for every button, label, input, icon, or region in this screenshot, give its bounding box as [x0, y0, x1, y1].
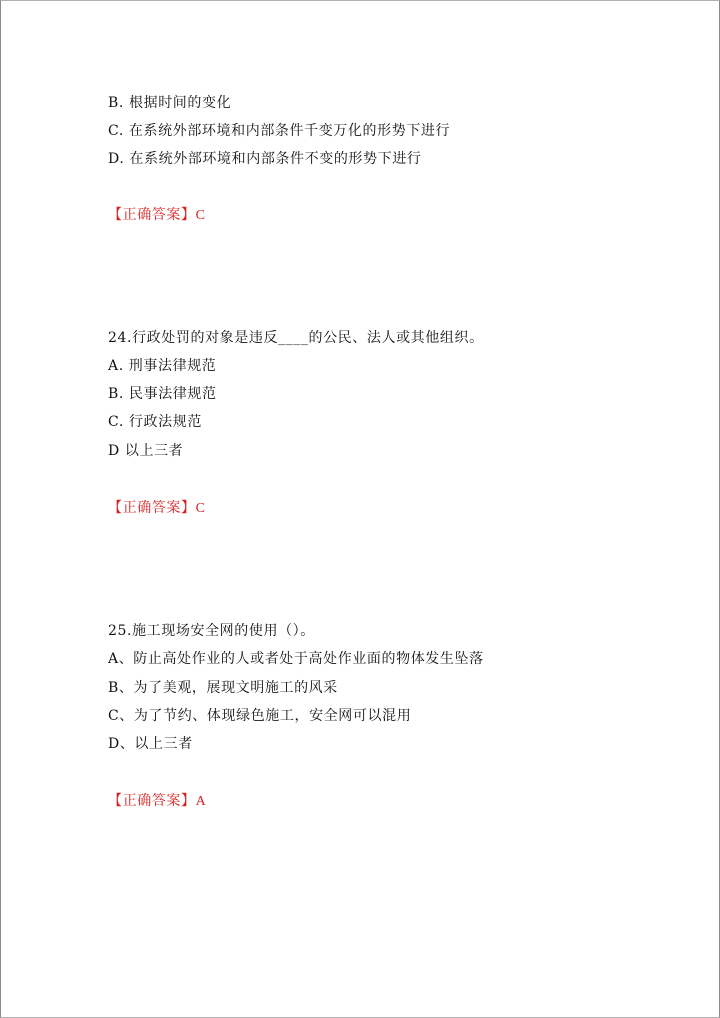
q25-answer-value: A: [195, 794, 207, 809]
q24-answer-value: C: [195, 501, 206, 516]
q25-option-a: A、防止高处作业的人或者处于高处作业面的物体发生坠落: [108, 651, 484, 667]
q24-option-b: B. 民事法律规范: [108, 386, 217, 402]
q23-answer: [108, 205, 206, 226]
q25-answer: [108, 791, 206, 812]
q23-answer-value: C: [195, 208, 206, 223]
q24-option-c: C. 行政法规范: [108, 414, 202, 430]
q23-option-b: B. 根据时间的变化: [108, 95, 232, 111]
q24-option-a: A. 刑事法律规范: [108, 358, 217, 374]
q25-question: 25.施工现场安全网的使用（）。: [108, 623, 315, 639]
q23-answer-label: 【正确答案】: [108, 207, 196, 223]
q25-option-d: D、以上三者: [108, 736, 193, 752]
q23-option-c: C. 在系统外部环境和内部条件千变万化的形势下进行: [108, 123, 451, 139]
q24-option-d: D 以上三者: [108, 443, 184, 459]
q23-option-d: D. 在系统外部环境和内部条件不变的形势下进行: [108, 151, 422, 167]
q24-answer-label: 【正确答案】: [108, 500, 196, 516]
q25-option-c: C、为了节约、体现绿色施工，安全网可以混用: [108, 708, 412, 724]
q25-option-b: B、为了美观，展现文明施工的风采: [108, 680, 338, 696]
q25-answer-label: 【正确答案】: [108, 793, 196, 809]
q24-answer: [108, 498, 206, 519]
q24-question: 24.行政处罚的对象是违反____的公民、法人或其他组织。: [108, 330, 484, 346]
